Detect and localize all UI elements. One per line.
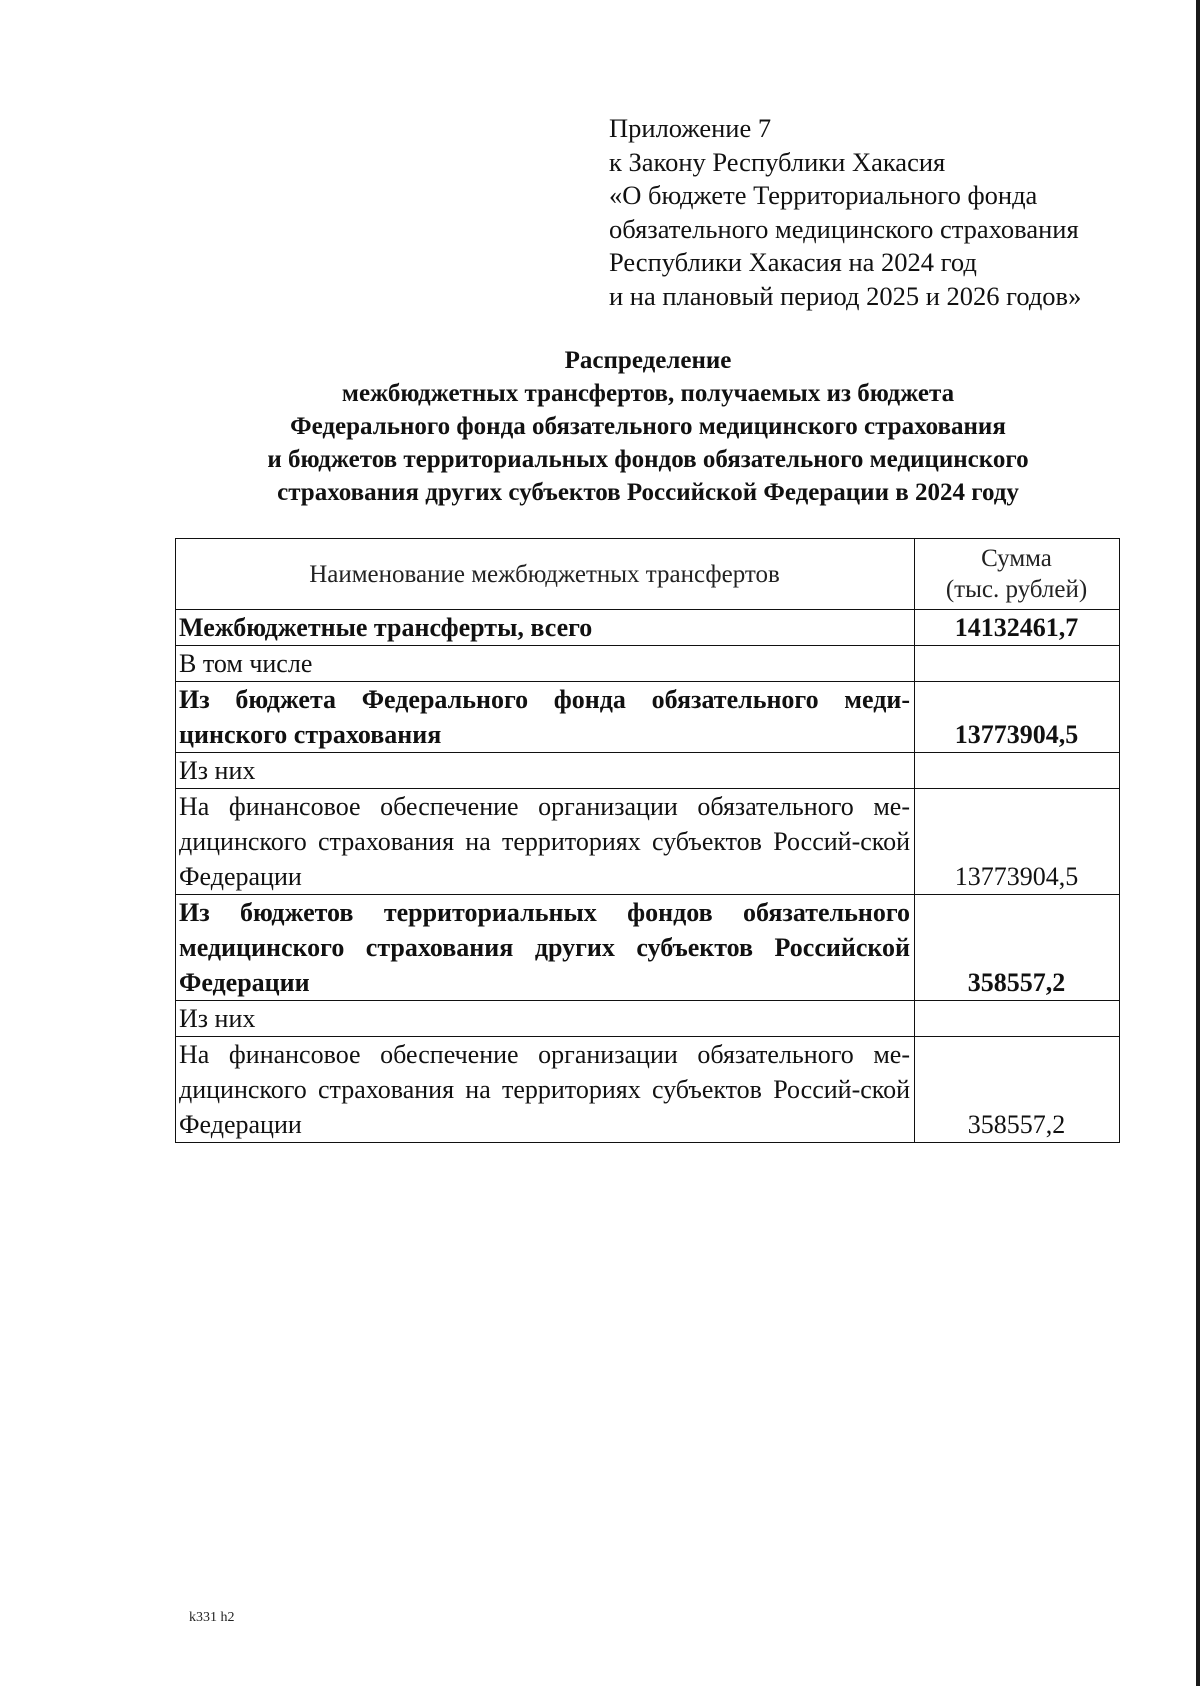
- row-sum-cell: 13773904,5: [915, 789, 1120, 895]
- row-sum-cell: [915, 1001, 1120, 1037]
- table-row-of-them: [176, 1001, 1120, 1037]
- row-name-text: На финансовое обеспечение организации обязательного ме-дицинского страхования на территориях субъектов Россий-ской Федерации: [179, 1040, 910, 1139]
- row-name-cell: [176, 789, 915, 895]
- row-name-cell: [176, 1037, 915, 1143]
- table-row-including: [176, 646, 1120, 682]
- table-row-territorial-funds: [176, 895, 1120, 1001]
- header-sum-cell: [915, 539, 1120, 610]
- appendix-line: Республики Хакасия на 2024 год: [609, 247, 977, 277]
- transfers-table: [175, 538, 1120, 1143]
- appendix-line: к Закону Республики Хакасия: [609, 146, 946, 177]
- row-name-cell: Из них: [176, 1001, 915, 1037]
- title-line: страхования других субъектов Российской Федерации в 2024 году: [277, 479, 1019, 506]
- title-line: межбюджетных трансфертов, получаемых из бюджета: [341, 380, 955, 407]
- row-name-text: Из бюджетов территориальных фондов обязательного медицинского страхования других субъектов Российской Федерации: [179, 898, 910, 997]
- row-name-cell: Межбюджетные трансферты, всего: [176, 610, 915, 646]
- table-row-total: [176, 610, 1120, 646]
- row-name-cell: [176, 895, 915, 1001]
- appendix-line: обязательного медицинского страхования: [609, 213, 1079, 244]
- title-line: Распределение: [564, 347, 732, 374]
- row-sum-cell: 358557,2: [915, 1037, 1120, 1143]
- table-header-row: [176, 539, 1120, 610]
- row-name-text: Из бюджета Федерального фонда обязательного меди-цинского страхования: [179, 685, 910, 749]
- table-row-territorial-financing: [176, 1037, 1120, 1143]
- title-line: Федерального фонда обязательного медицинского страхования: [290, 413, 1006, 440]
- appendix-line: и на плановый период 2025 и 2026 годов»: [609, 280, 1082, 311]
- header-sum-unit: (тыс. рублей): [945, 576, 1088, 603]
- scan-edge-border: [1196, 0, 1200, 1686]
- appendix-header: [609, 112, 1169, 313]
- header-sum-label: Сумма: [981, 545, 1052, 572]
- table-row-of-them: [176, 753, 1120, 789]
- row-sum-cell: 14132461,7: [915, 610, 1120, 646]
- appendix-line: «О бюджете Территориального фонда: [609, 180, 1038, 210]
- row-name-cell: В том числе: [176, 646, 915, 682]
- row-sum-cell: 358557,2: [915, 895, 1120, 1001]
- row-name-cell: Из них: [176, 753, 915, 789]
- table-row-federal-fund: [176, 682, 1120, 753]
- title-line: и бюджетов территориальных фондов обязательного медицинского: [267, 446, 1029, 473]
- appendix-line: Приложение 7: [609, 113, 772, 143]
- footer-code: k331 h2: [189, 1610, 235, 1625]
- document-title: [150, 344, 1146, 509]
- row-sum-cell: 13773904,5: [915, 682, 1120, 753]
- header-name-cell: Наименование межбюджетных трансфертов: [176, 539, 915, 610]
- row-sum-cell: [915, 753, 1120, 789]
- table-row-federal-financing: [176, 789, 1120, 895]
- row-name-cell: [176, 682, 915, 753]
- row-name-text: На финансовое обеспечение организации обязательного ме-дицинского страхования на территориях субъектов Россий-ской Федерации: [179, 792, 910, 891]
- row-sum-cell: [915, 646, 1120, 682]
